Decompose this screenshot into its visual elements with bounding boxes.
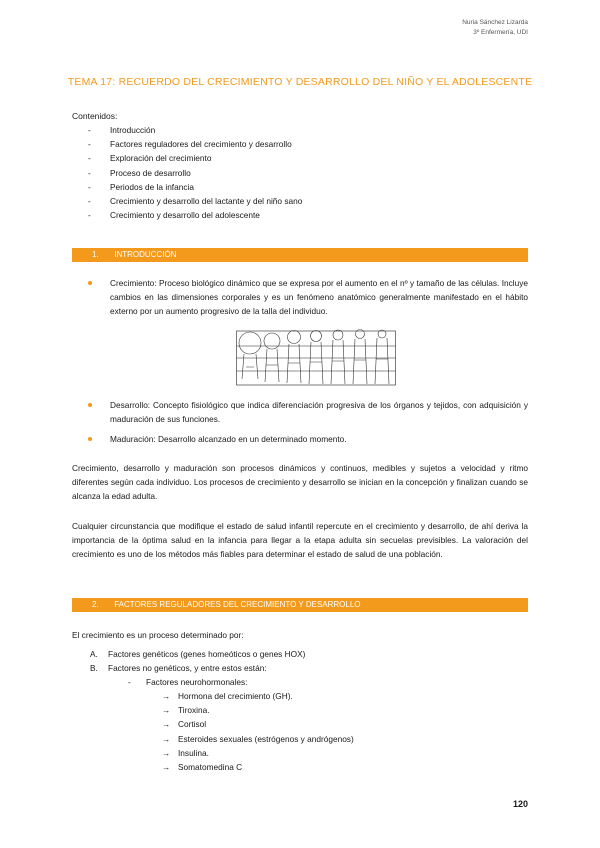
- list-letter: A.: [90, 649, 98, 659]
- list-item: [162, 717, 354, 731]
- arrow-right-icon: →: [162, 719, 171, 730]
- list-item: [88, 137, 302, 151]
- hormone-item: Esteroides sexuales (estrógenos y andrógenos): [178, 733, 354, 744]
- dash: -: [128, 677, 131, 687]
- section-number: 2.: [92, 600, 99, 609]
- hormone-item: Tiroxina.: [178, 705, 210, 716]
- toc-item-factores: Factores reguladores del crecimiento y desarrollo: [110, 139, 292, 150]
- list-item: [162, 703, 354, 717]
- author-course: 3º Enfermería, UDI: [473, 29, 528, 36]
- page-number: 120: [512, 799, 528, 809]
- page-title: TEMA 17: RECUERDO DEL CRECIMIENTO Y DESARROLLO DEL NIÑO Y EL ADOLESCENTE: [67, 76, 533, 88]
- contents-label: Contenidos:: [72, 111, 118, 121]
- bullet-text: Maduración: Desarrollo alcanzado en un determinado momento.: [110, 434, 347, 445]
- list-item: [88, 194, 302, 208]
- hormone-item: Cortisol: [178, 719, 207, 730]
- toc-item-exploracion: Exploración del crecimiento: [110, 153, 212, 164]
- bullet-icon: [88, 403, 92, 407]
- list-item: [88, 432, 528, 446]
- section-number: 1.: [92, 250, 99, 259]
- list-item: [88, 398, 528, 426]
- toc-item-proceso: Proceso de desarrollo: [110, 167, 191, 178]
- toc-item-introduccion: Introducción: [110, 125, 156, 135]
- list-item: [90, 647, 305, 661]
- bullet-text: Crecimiento: Proceso biológico dinámico que se expresa por el aumento en el nº y tamaño de las células. Incluye cambios en las dimensiones corporales y es un fenómeno anatómico generalmente manifestado en el hábito externo por un aumento progresivo de la talla del individuo.: [110, 278, 528, 317]
- hormone-item: Somatomedina C: [178, 761, 243, 772]
- list-item: [162, 732, 354, 746]
- dash: -: [88, 153, 91, 164]
- bullet-icon: [88, 437, 92, 441]
- list-item: [88, 276, 528, 319]
- paragraph: El crecimiento es un proceso determinado por:: [72, 630, 244, 640]
- hormone-item: Hormona del crecimiento (GH).: [178, 691, 293, 701]
- dash: -: [88, 181, 91, 192]
- list-item: [88, 208, 302, 222]
- list-text: Factores no genéticos, y entre estos están:: [108, 663, 267, 674]
- definition-list-bottom: [88, 398, 528, 447]
- contents-list: [88, 123, 302, 222]
- section-heading-bar: [72, 248, 528, 262]
- list-item: [90, 661, 305, 675]
- dash: -: [88, 195, 91, 206]
- dash: -: [88, 167, 91, 178]
- toc-item-adolescente: Crecimiento y desarrollo del adolescente: [110, 210, 260, 221]
- toc-item-periodos: Periodos de la infancia: [110, 181, 194, 192]
- sub-heading-text: Factores neurohormonales:: [146, 677, 248, 687]
- author-block: [462, 18, 528, 38]
- arrow-right-icon: →: [162, 747, 171, 758]
- arrow-right-icon: →: [162, 705, 171, 716]
- growth-proportions-figure: [236, 327, 396, 387]
- dash: -: [88, 139, 91, 150]
- definition-list-top: [88, 276, 528, 319]
- bullet-text: Desarrollo: Concepto fisiológico que indica diferenciación progresiva de los órganos y tejidos, con adquisición y maduración de sus funciones.: [110, 400, 528, 425]
- dash: -: [88, 125, 91, 135]
- hormone-item: Insulina.: [178, 747, 209, 758]
- bullet-icon: [88, 281, 92, 285]
- arrow-right-icon: →: [162, 733, 171, 744]
- paragraph: Cualquier circunstancia que modifique el estado de salud infantil repercute en el crecimiento y desarrollo, de ahí deriva la importancia de la óptima salud en la infancia para llegar a la etapa adulta sin secuelas previsibles. La valoración del crecimiento es uno de los métodos más fiables para determinar el estado de salud de una población.: [72, 521, 528, 560]
- paragraph: Crecimiento, desarrollo y maduración son procesos dinámicos y continuos, medibles y sujetos a velocidad y ritmo diferentes según cada individuo. Los procesos de crecimiento y desarrollo se inician en la concepción y finalizan cuando se alcanza la edad adulta.: [72, 463, 528, 502]
- toc-item-lactante: Crecimiento y desarrollo del lactante y del niño sano: [110, 195, 303, 206]
- section-heading: FACTORES REGULADORES DEL CRECIMIENTO Y DESARROLLO: [114, 600, 361, 609]
- list-item: [88, 180, 302, 194]
- list-item: [88, 166, 302, 180]
- dash: -: [88, 210, 91, 221]
- list-item: [162, 689, 354, 703]
- arrow-right-icon: →: [162, 761, 171, 772]
- author-name: Nuria Sánchez Lizarda: [462, 19, 528, 26]
- section-heading: INTRODUCCIÓN: [114, 250, 177, 259]
- factor-list: [90, 647, 305, 675]
- arrow-right-icon: →: [162, 691, 171, 701]
- hormone-list: [162, 689, 354, 774]
- list-item: [88, 123, 302, 137]
- sub-heading: [128, 675, 247, 689]
- list-text: Factores genéticos (genes homeóticos o genes HOX): [108, 649, 306, 659]
- list-item: [162, 760, 354, 774]
- list-item: [88, 151, 302, 165]
- list-letter: B.: [90, 663, 98, 674]
- section-heading-bar: [72, 598, 528, 612]
- list-item: [162, 746, 354, 760]
